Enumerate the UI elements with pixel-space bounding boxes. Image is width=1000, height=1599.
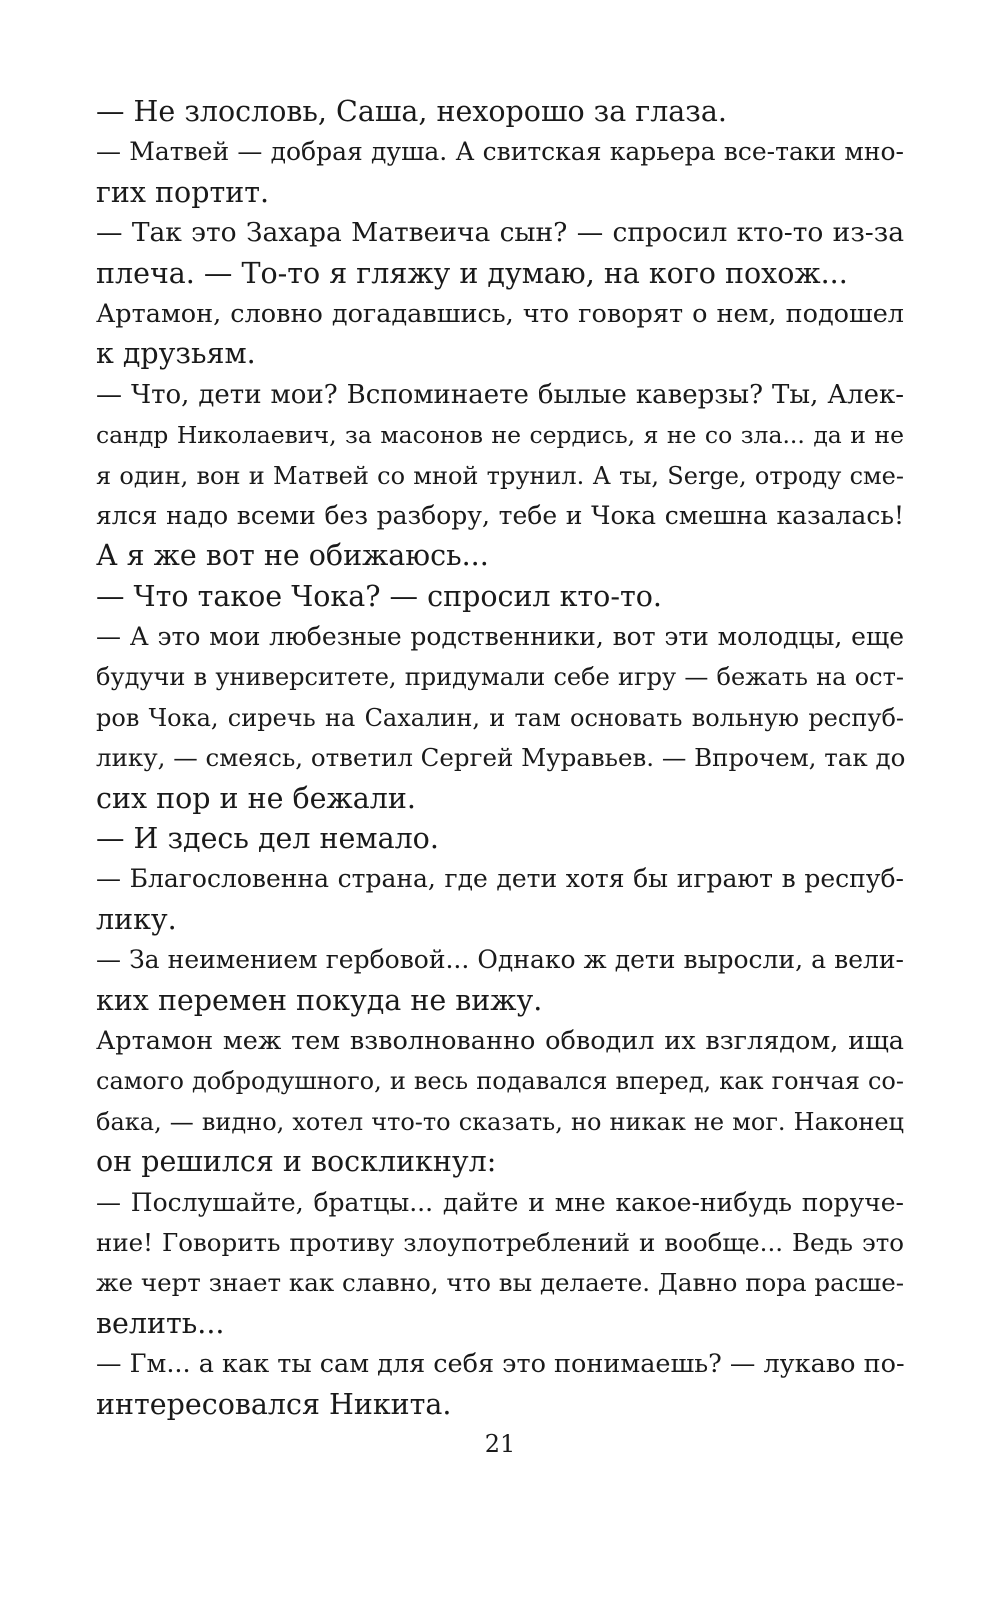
text-line: сандр Николаевич, за масонов не сердись, я не со зла... да и не [96,421,904,450]
text-line: — Матвей — добрая душа. А свитская карьера все-таки мно- [96,137,904,167]
text-line: гих портит. [96,175,270,209]
text-line: А я же вот не обижаюсь... [96,539,489,573]
text-line: ких перемен покуда не вижу. [96,983,543,1017]
text-line: сих пор и не бежали. [96,781,416,815]
text-line: будучи в университете, придумали себе игру — бежать на ост- [96,663,904,692]
text-line: — Послушайте, братцы... дайте и мне какое-нибудь поруче- [96,1187,904,1217]
text-line: — Гм... а как ты сам для себя это понимаешь? — лукаво по- [96,1349,905,1380]
page-number: 21 [484,1430,516,1458]
text-line: лику, — смеясь, ответил Сергей Муравьев. — Впрочем, так до [96,743,906,773]
text-line: ров Чока, сиречь на Сахалин, и там основать вольную респуб- [96,703,904,732]
text-line: Артамон, словно догадавшись, что говорят о нем, подошел [96,298,904,329]
text-line: ялся надо всеми без разбору, тебе и Чока смешна казалась! [96,500,904,530]
text-line: интересовался Никита. [96,1387,452,1421]
text-line: ние! Говорить противу злоупотреблений и вообще... Ведь это [96,1227,904,1257]
text-line: бака, — видно, хотел что-то сказать, но никак не мог. Наконец [96,1107,904,1136]
text-line: — И здесь дел немало. [96,822,439,856]
text-line: велить... [96,1306,225,1340]
text-line: — Что, дети мои? Вспоминаете былые каверзы? Ты, Алек- [96,379,904,410]
text-line: — Что такое Чока? — спросил кто-то. [96,579,662,613]
text-line: я один, вон и Матвей со мной трунил. А ты, Serge, отроду сме- [96,461,904,490]
text-line: — Так это Захара Матвеича сын? — спросил кто-то из-за [96,217,904,249]
text-line: плеча. — То-то я гляжу и думаю, на кого похож... [96,256,848,290]
text-line: же черт знает как славно, что вы делаете. Давно пора расше- [96,1268,904,1298]
text-line: Артамон меж тем взволнованно обводил их взглядом, ища [96,1025,904,1056]
text-line: самого добродушного, и весь подавался вперед, как гончая со- [96,1067,904,1096]
text-line: — Благословенна страна, где дети хотя бы играют в респуб- [96,864,904,894]
text-line: он решился и воскликнул: [96,1145,497,1179]
text-line: к друзьям. [96,337,256,371]
text-line: — За неимением гербовой... Однако ж дети выросли, а вели- [96,945,904,975]
text-line: — А это мои любезные родственники, вот эти молодцы, еще [96,622,904,652]
text-line: — Не злословь, Саша, нехорошо за глаза. [96,95,727,128]
page-body-text [96,92,904,1425]
text-line: лику. [96,902,177,936]
